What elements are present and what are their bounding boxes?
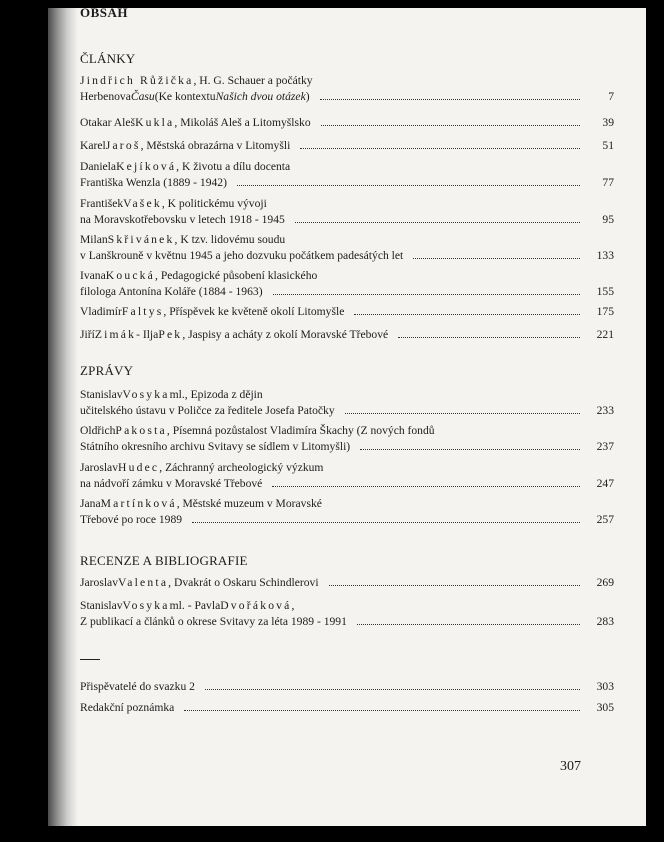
- section-title-recenze: RECENZE A BIBLIOGRAFIE: [80, 553, 248, 568]
- entry-author: Kejíková: [116, 160, 177, 173]
- entry-page: 133: [596, 249, 614, 262]
- entry-author: Kukla: [135, 116, 175, 129]
- toc-entry[interactable]: Stanislav Vosyka ml. - Pavla Dvořáková , Z publikací a článků o okrese Svitavy za léta 1989 - 1991 283: [80, 599, 614, 628]
- entry-author: Martínková: [100, 497, 177, 510]
- entry-page: 39: [602, 116, 614, 129]
- page-number: 307: [560, 759, 581, 774]
- dot-leader: [205, 689, 580, 690]
- entry-page: 305: [596, 701, 614, 714]
- entry-page: 175: [596, 305, 614, 318]
- dot-leader: [329, 585, 580, 586]
- dot-leader: [357, 624, 580, 625]
- document-page: [48, 8, 646, 826]
- entry-page: 257: [596, 513, 614, 526]
- dot-leader: [237, 185, 580, 186]
- entry-page: 269: [596, 576, 614, 589]
- entry-page: 95: [602, 213, 614, 226]
- toc-entry[interactable]: Jaroslav Hudec , Záchranný archeologický výzkum na nádvoří zámku v Moravské Třebové 247: [80, 461, 614, 490]
- entry-page: 77: [602, 176, 614, 189]
- toc-entry[interactable]: Karel Jaroš , Městská obrazárna v Litomyšli 51: [80, 139, 614, 152]
- toc-entry[interactable]: Otakar Aleš Kukla , Mikoláš Aleš a Litomyšlsko 39: [80, 116, 614, 129]
- dot-leader: [272, 486, 580, 487]
- dot-leader: [360, 449, 580, 450]
- dot-leader: [320, 99, 580, 100]
- section-title-clanky: ČLÁNKY: [80, 51, 136, 66]
- dot-leader: [192, 522, 580, 523]
- section-title-zpravy: ZPRÁVY: [80, 363, 134, 378]
- entry-author: Jaroš: [105, 139, 141, 152]
- entry-page: 155: [596, 285, 614, 298]
- entry-author: Skřivánek: [107, 233, 175, 246]
- entry-author: Valenta: [118, 576, 169, 589]
- entry-author: Pakosta: [115, 424, 167, 437]
- dot-leader: [413, 258, 580, 259]
- entry-page: 233: [596, 404, 614, 417]
- entry-page: 237: [596, 440, 614, 453]
- dot-leader: [345, 413, 580, 414]
- entry-page: 51: [602, 139, 614, 152]
- toc-entry[interactable]: Vladimír Faltys , Příspěvek ke květeně okolí Litomyšle 175: [80, 305, 614, 318]
- entry-author: Dvořáková: [220, 599, 292, 612]
- entry-author: Hudec: [118, 461, 160, 474]
- entry-page: 283: [596, 615, 614, 628]
- entry-page: 303: [596, 680, 614, 693]
- running-head: OBSAH: [80, 8, 129, 20]
- toc-entry[interactable]: Ivana Koucká , Pedagogické působení klasického filologa Antonína Koláře (1884 - 1963) 155: [80, 269, 614, 298]
- toc-entry[interactable]: Daniela Kejíková , K životu a dílu docenta Františka Wenzla (1889 - 1942) 77: [80, 160, 614, 189]
- section-divider: [80, 659, 100, 660]
- toc-entry[interactable]: Jaroslav Valenta , Dvakrát o Oskaru Schindlerovi 269: [80, 576, 614, 589]
- entry-author: Zimák: [94, 328, 137, 341]
- toc-entry[interactable]: Přispěvatelé do svazku 2 303: [80, 680, 614, 693]
- dot-leader: [354, 314, 580, 315]
- toc-entry[interactable]: Redakční poznámka 305: [80, 701, 614, 714]
- entry-author: Vosyka: [122, 599, 170, 612]
- entry-author: Jindřich Růžička: [80, 74, 194, 87]
- entry-author: Vašek: [123, 197, 162, 210]
- entry-page: 247: [596, 477, 614, 490]
- entry-author: Koucká: [105, 269, 156, 282]
- binding-shadow: [48, 8, 78, 826]
- dot-leader: [273, 294, 580, 295]
- entry-author: Faltys: [121, 305, 164, 318]
- entry-author: Vosyka: [122, 388, 170, 401]
- dot-leader: [321, 125, 580, 126]
- toc-entry[interactable]: Jiří Zimák - Ilja Pek , Jaspisy a acháty z okolí Moravské Třebové 221: [80, 328, 614, 341]
- toc-entry[interactable]: František Vašek , K politickému vývoji na Moravskotřebovsku v letech 1918 - 1945 95: [80, 197, 614, 226]
- toc-entry[interactable]: Milan Skřivánek , K tzv. lidovému soudu v Lanškrouně v květnu 1945 a jeho dozvuku počátkem padesátých let 133: [80, 233, 614, 262]
- entry-page: 221: [596, 328, 614, 341]
- dot-leader: [398, 337, 580, 338]
- entry-author: Pek: [158, 328, 183, 341]
- toc-entry[interactable]: Jana Martínková , Městské muzeum v Moravské Třebové po roce 1989 257: [80, 497, 614, 526]
- toc-entry[interactable]: Oldřich Pakosta , Písemná pozůstalost Vladimíra Škachy (Z nových fondů Státního okresního archivu Svitavy se sídlem v Litomyšli) 237: [80, 424, 614, 453]
- toc-entry[interactable]: Stanislav Vosyka ml., Epizoda z dějin učitelského ústavu v Poličce za ředitele Josefa Patočky 233: [80, 388, 614, 417]
- entry-page: 7: [608, 90, 614, 103]
- dot-leader: [184, 710, 580, 711]
- dot-leader: [300, 148, 580, 149]
- dot-leader: [295, 222, 580, 223]
- toc-entry[interactable]: Jindřich Růžička , H. G. Schauer a počátky Herbenova Času (Ke kontextu Našich dvou otázek ) 7: [80, 74, 614, 103]
